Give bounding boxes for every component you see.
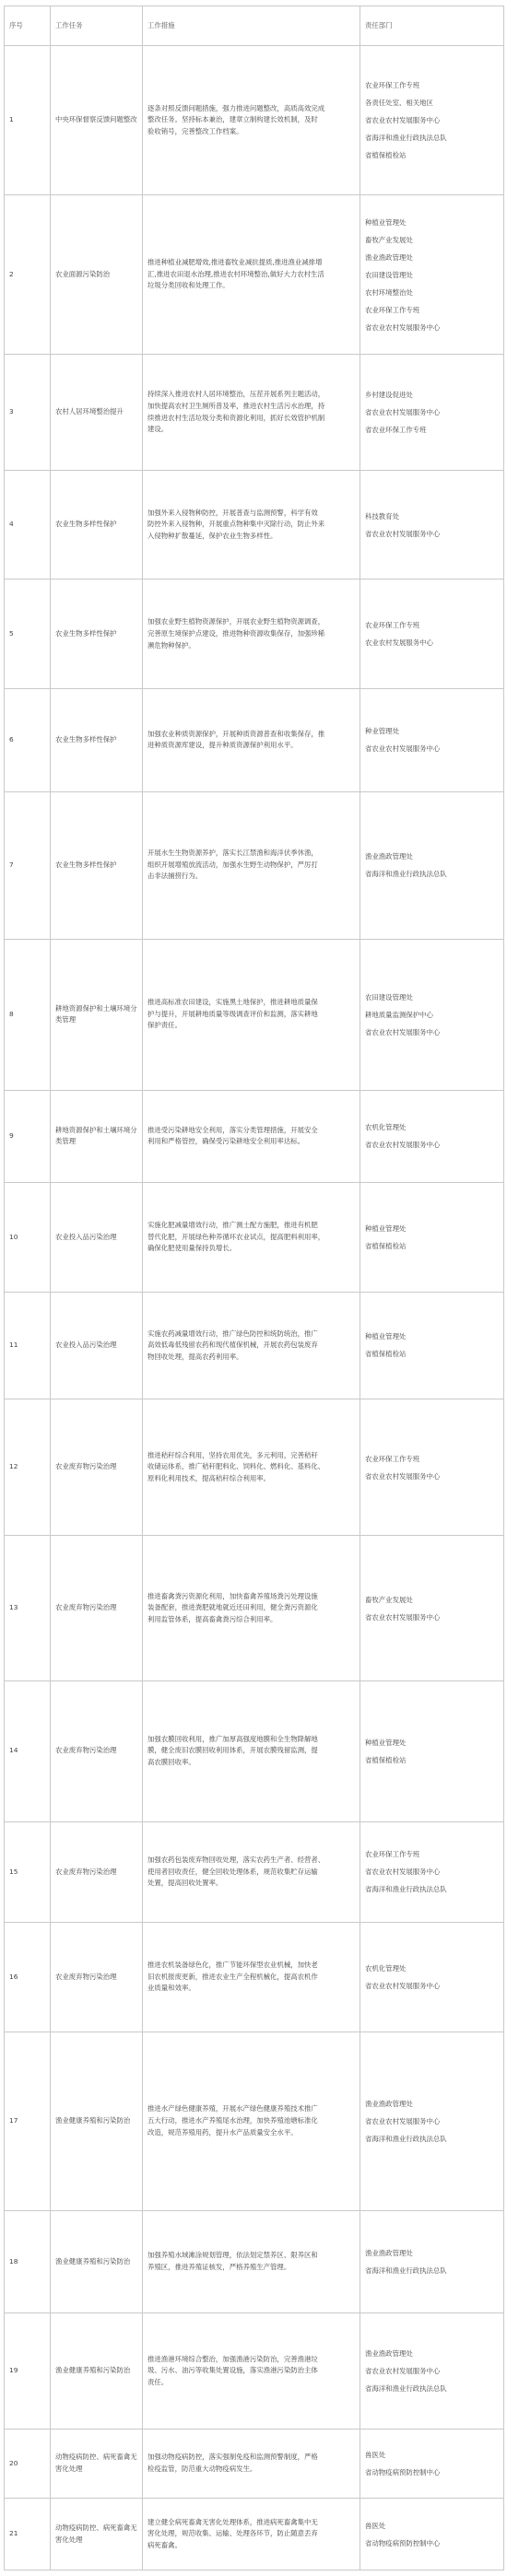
measure-line: 害化处理，规范收集、运输、处理各环节，防止随意丢弃 [147,2529,318,2538]
measure-line: 实施农药减量增效行动，推广绿色防控和统防统治，推广 [147,1329,318,1338]
measure-line: 高农膜回收率。 [147,1758,195,1767]
dept-line: 省植保植检站 [365,1350,407,1359]
table-row [5,1821,504,1923]
measures-cell [143,355,360,470]
dept-line: 畜牧产业发展处 [365,235,413,244]
dept-line: 耕地质量监测保护中心 [365,1010,433,1019]
measures-cell [143,2429,360,2498]
dept-line: 农业环保工作专班 [365,305,420,314]
row-number: 15 [5,1821,51,1923]
task-cell: 农业生物多样性保护 [51,791,143,939]
dept-line: 乡村建设促进处 [365,391,413,400]
dept-line: 省植保植检站 [365,1755,407,1764]
measure-line: 膜，健全废旧农膜回收利用体系，开展农膜残留监测，提 [147,1746,318,1755]
dept-line: 种业管理处 [365,727,399,736]
measure-line: 检疫监管，防范重大动物疫病发生。 [147,2465,257,2474]
dept-line: 省农业农村发展服务中心 [365,115,441,124]
task-cell: 农业废弃物污染治理 [51,1536,143,1680]
dept-line: 省农业环保工作专班 [365,426,427,435]
measure-line: 加强农业种质资源保护，开展种质资源普查和收集保存，推 [147,729,325,738]
task-cell: 农业废弃物污染治理 [51,1399,143,1536]
dept-cell [360,580,504,689]
measure-line: 加快提高农村卫生厕所普及率，推进农村生活污水治理，持 [147,401,325,410]
dept-line: 各责任处室、相关地区 [365,98,433,107]
measure-line: 续推进农村生活垃圾分类和资源化利用，抓好长效管护机制 [147,413,325,422]
row-number: 7 [5,791,51,939]
work-task-table [4,6,504,2570]
dept-line: 省海洋和渔业行政执法总队 [365,870,447,879]
measure-line: 推进受污染耕地安全利用，落实分类管理措施，开展安全 [147,1125,318,1134]
dept-cell [360,2032,504,2210]
table-row [5,580,504,689]
header-dept: 责任部门 [360,6,504,46]
table-row [5,1292,504,1399]
measure-line: 加强农业野生植物资源保护，开展农业野生植物资源调查， [147,617,325,626]
dept-cell [360,689,504,792]
table-row [5,194,504,354]
task-cell: 渔业健康养殖和污染防治 [51,2313,143,2429]
task-cell: 农业投入品污染治理 [51,1183,143,1293]
table-row [5,1680,504,1821]
measure-line: 收储运体系，推广秸秆肥料化、饲料化、燃料化、基料化、 [147,1462,325,1471]
measure-line: 持续深入推进农村人居环境整治，压茬开展系列主题活动， [147,390,325,399]
measures-cell [143,1183,360,1293]
dept-line: 省海洋和渔业行政执法总队 [365,133,447,142]
measure-line: 进种质资源库建设，提升种质资源保护利用水平。 [147,741,298,750]
dept-line: 省农业农村发展服务中心 [365,408,441,417]
dept-line: 省海洋和渔业行政执法总队 [365,2384,447,2394]
dept-cell [360,1923,504,2032]
row-number: 8 [5,939,51,1090]
dept-line: 省农业农村发展服务中心 [365,2367,441,2376]
table-row [5,2313,504,2429]
measures-cell [143,1292,360,1399]
dept-line: 农机化管理处 [365,1963,407,1973]
dept-cell [360,939,504,1090]
table-row [5,355,504,470]
dept-cell [360,2313,504,2429]
table-row [5,1399,504,1536]
dept-line: 省农业农村发展服务中心 [365,1027,441,1036]
measure-line: 推进水产绿色健康养殖，开展水产绿色健康养殖技术推广 [147,2104,318,2113]
measure-line: 改造，规范养殖用药，提升水产品质量安全水平。 [147,2127,298,2137]
dept-line: 兽医处 [365,2521,386,2530]
task-cell: 动物疫病防控、病死畜禽无害化处理 [51,2499,143,2570]
dept-cell [360,1536,504,1680]
table-row [5,2429,504,2498]
task-cell: 渔业健康养殖和污染防治 [51,2210,143,2313]
dept-cell [360,355,504,470]
dept-line: 省农业农村发展服务中心 [365,529,441,538]
dept-cell [360,46,504,195]
measure-line: 实施化肥减量增效行动，推广测土配方施肥，推进有机肥 [147,1221,318,1230]
dept-line: 省海洋和渔业行政执法总队 [365,2134,447,2143]
task-cell: 农业废弃物污染治理 [51,1923,143,2032]
dept-line: 畜牧产业发展处 [365,1595,413,1604]
header-task: 工作任务 [51,6,143,46]
dept-cell [360,1680,504,1821]
measures-cell [143,791,360,939]
measure-line: 原料化利用技术，提高秸秆综合利用率。 [147,1474,271,1483]
task-cell: 农业生物多样性保护 [51,580,143,689]
task-cell: 耕地资源保护和土壤环境分类管理 [51,1090,143,1182]
row-number: 12 [5,1399,51,1536]
measure-line: 五大行动，推进水产养殖尾水治理，加快养殖池塘标准化 [147,2115,318,2125]
table-row [5,470,504,580]
measure-line: 物回收处理，提高农药利用率。 [147,1352,243,1361]
measure-line: 圾、污水、油污等收集处置设施，落实渔港污染防治主体 [147,2366,318,2375]
table-row [5,791,504,939]
row-number: 6 [5,689,51,792]
measures-cell [143,689,360,792]
measure-line: 加强农药包装废弃物回收处理，落实农药生产者、经营者、 [147,1856,325,1865]
measure-line: 高效低毒低残留农药和现代植保机械，开展农药包装废弃 [147,1341,318,1350]
dept-line: 农田建设管理处 [365,270,413,279]
measure-line: 完善原生境保护点建设，推进物种资源收集保存，加强珍稀 [147,628,325,638]
measure-line: 加强动物疫病防控，落实强制免疫和监测预警制度，严格 [147,2453,318,2462]
measures-cell [143,1536,360,1680]
dept-line: 省农业农村发展服务中心 [365,1141,441,1150]
dept-cell [360,2210,504,2313]
dept-line: 渔业渔政管理处 [365,2349,413,2359]
task-cell: 农业废弃物污染治理 [51,1680,143,1821]
dept-line: 省植保植检站 [365,1241,407,1250]
row-number: 20 [5,2429,51,2498]
measure-line: 利用和严格管控，确保受污染耕地安全利用率达标。 [147,1137,304,1146]
dept-line: 省动物疫病预防控制中心 [365,2538,441,2547]
dept-cell [360,1399,504,1536]
measure-line: 护与提升，开展耕地质量等级调查评价和监测，落实耕地 [147,1009,318,1018]
measure-line: 养殖区，推进养殖证核发，严格养殖生产管理。 [147,2263,291,2272]
dept-line: 渔业渔政管理处 [365,252,413,262]
measure-line: 击非法捕捞行为。 [147,872,203,881]
dept-line: 省农业农村发展服务中心 [365,1868,441,1877]
measure-line: 濒危物种保护。 [147,640,195,650]
measure-line: 开展水生生物资源养护，落实长江禁渔和海洋伏季休渔， [147,849,318,858]
measure-line: 保护责任。 [147,1021,182,1030]
dept-cell [360,791,504,939]
task-cell: 农业面源污染防治 [51,194,143,354]
row-number: 14 [5,1680,51,1821]
table-row [5,1923,504,2032]
dept-line: 农机化管理处 [365,1123,407,1132]
measure-line: 替代化肥，开展绿色种养循环农业试点，提高肥料利用率， [147,1232,325,1241]
dept-cell [360,1821,504,1923]
measure-line: 装备配套，推进粪肥就地就近还田利用，健全粪污资源化 [147,1603,318,1612]
measure-line: 责任。 [147,2378,169,2386]
dept-line: 省农业农村发展服务中心 [365,1471,441,1481]
dept-cell [360,1183,504,1293]
task-cell: 渔业健康养殖和污染防治 [51,2032,143,2210]
dept-line: 种植业管理处 [365,1224,407,1233]
measures-cell [143,1680,360,1821]
measures-cell [143,470,360,580]
task-cell: 农业投入品污染治理 [51,1292,143,1399]
measures-cell [143,194,360,354]
measures-cell [143,939,360,1090]
dept-line: 兽医处 [365,2451,386,2460]
row-number: 19 [5,2313,51,2429]
dept-line: 农业环保工作专班 [365,1850,420,1859]
dept-cell [360,470,504,580]
measures-cell [143,46,360,195]
dept-cell [360,1292,504,1399]
table-row [5,2032,504,2210]
dept-line: 渔业渔政管理处 [365,852,413,861]
measure-line: 推进畜禽粪污资源化利用，加快畜禽养殖场粪污处理设施 [147,1591,318,1600]
table-body [5,46,504,2570]
dept-line: 渔业渔政管理处 [365,2249,413,2258]
row-number: 13 [5,1536,51,1680]
measure-line: 加强农膜回收利用，推广加厚高强度地膜和全生物降解地 [147,1734,318,1743]
dept-line: 省动物疫病预防控制中心 [365,2468,441,2477]
dept-line: 省农业农村发展服务中心 [365,322,441,332]
measures-cell [143,1090,360,1182]
task-cell: 耕地资源保护和土壤环境分类管理 [51,939,143,1090]
measure-line: 使用者回收责任，健全回收处理体系，规范收集贮存运输 [147,1867,318,1876]
row-number: 9 [5,1090,51,1182]
measures-cell [143,2210,360,2313]
measures-cell [143,2313,360,2429]
dept-line: 省海洋和渔业行政执法总队 [365,2266,447,2276]
row-number: 3 [5,355,51,470]
row-number: 10 [5,1183,51,1293]
dept-line: 渔业渔政管理处 [365,2099,413,2108]
task-cell: 农业生物多样性保护 [51,470,143,580]
measure-line: 加强养殖水域滩涂规划管理，依法划定禁养区、限养区和 [147,2251,318,2260]
dept-line: 科技教育处 [365,511,399,521]
dept-line: 省农业农村发展服务中心 [365,1981,441,1990]
measure-line: 处置，提高回收处置率。 [147,1879,223,1888]
measures-cell [143,1923,360,2032]
row-number: 18 [5,2210,51,2313]
table-row [5,689,504,792]
dept-line: 省植保植检站 [365,150,407,159]
dept-line: 农业环保工作专班 [365,1454,420,1463]
table-row [5,1183,504,1293]
header-num: 序号 [5,6,51,46]
task-cell: 中央环保督察反馈问题整改 [51,46,143,195]
measure-line: 加强外来入侵物种防控，开展普查与监测预警，科学有效 [147,508,318,517]
dept-line: 农业农村发展服务中心 [365,638,433,648]
measures-cell [143,1399,360,1536]
task-cell: 农业废弃物污染治理 [51,1821,143,1923]
table-row [5,2210,504,2313]
header-measures: 工作措施 [143,6,360,46]
measure-line: 利用监管体系，提高畜禽粪污综合利用率。 [147,1614,277,1623]
table-row [5,1090,504,1182]
dept-line: 农业环保工作专班 [365,80,420,89]
measure-line: 防控外来入侵物种，开展重点物种集中灭除行动，防止外来 [147,520,325,529]
task-cell: 农业生物多样性保护 [51,689,143,792]
table-row [5,46,504,195]
measure-line: 垃圾分类回收和处理工作。 [147,281,230,290]
measure-line: 病死畜禽。 [147,2540,182,2549]
measure-line: 推进农机装备绿色化，推广节能环保型农业机械，加快老 [147,1961,318,1970]
row-number: 17 [5,2032,51,2210]
measure-line: 推进种植业减肥增效,推进畜牧业减抗提质,推进渔业减排增 [147,258,323,267]
row-number: 21 [5,2499,51,2570]
dept-line: 省农业农村发展服务中心 [365,2116,441,2125]
measure-line: 整改任务。坚持标本兼治，建章立制构建长效机制，及时 [147,115,318,124]
measure-line: 确保化肥使用量保持负增长。 [147,1244,237,1253]
measure-line: 汇,推进农田退水治理,推进农村环境整治,做好大力农村生活 [147,269,324,278]
measure-line: 推进秸秆综合利用，坚持农用优先，多元利用，完善秸秆 [147,1450,318,1459]
table-row [5,1536,504,1680]
task-cell: 农村人居环境整治提升 [51,355,143,470]
measure-line: 推进高标准农田建设，实施黑土地保护，推进耕地质量保 [147,998,318,1007]
measure-line: 验收销号，完善整改工作档案。 [147,126,243,135]
row-number: 16 [5,1923,51,2032]
measure-line: 推进渔港环境综合整治，加强渔港污染防治，完善渔港垃 [147,2354,318,2363]
dept-line: 种植业管理处 [365,1738,407,1747]
dept-cell [360,1090,504,1182]
dept-line: 农业环保工作专班 [365,621,420,630]
table-row [5,939,504,1090]
row-number: 1 [5,46,51,195]
measure-line: 逐条对照反馈问题措施，强力推进问题整改，高质高效完成 [147,103,325,112]
dept-line: 省海洋和渔业行政执法总队 [365,1885,447,1894]
measures-cell [143,2032,360,2210]
table-row [5,2499,504,2570]
document-sheet [4,6,503,2570]
dept-line: 农村环境整治处 [365,287,413,297]
dept-line: 省农业农村发展服务中心 [365,1612,441,1622]
table-header-row [5,6,504,46]
measures-cell [143,1821,360,1923]
measure-line: 建设。 [147,425,169,434]
dept-cell [360,2429,504,2498]
measures-cell [143,2499,360,2570]
dept-cell [360,2499,504,2570]
dept-line: 种植业管理处 [365,217,407,227]
measure-line: 建立健全病死畜禽无害化处理体系，推进病死畜禽集中无 [147,2517,318,2526]
measure-line: 组织开展增殖放流活动，加强水生野生动物保护，严厉打 [147,860,318,869]
row-number: 2 [5,194,51,354]
row-number: 5 [5,580,51,689]
measure-line: 旧农机报废更新，推进农业生产全程机械化，提高农机作 [147,1972,318,1981]
dept-line: 农田建设管理处 [365,992,413,1001]
dept-line: 省农业农村发展服务中心 [365,744,441,754]
measure-line: 入侵物种扩散蔓延，保护农业生物多样性。 [147,531,277,540]
dept-line: 种植业管理处 [365,1332,407,1341]
measure-line: 业质量和效率。 [147,1984,195,1993]
dept-cell [360,194,504,354]
measures-cell [143,580,360,689]
task-cell: 动物疫病防控、病死畜禽无害化处理 [51,2429,143,2498]
row-number: 11 [5,1292,51,1399]
row-number: 4 [5,470,51,580]
